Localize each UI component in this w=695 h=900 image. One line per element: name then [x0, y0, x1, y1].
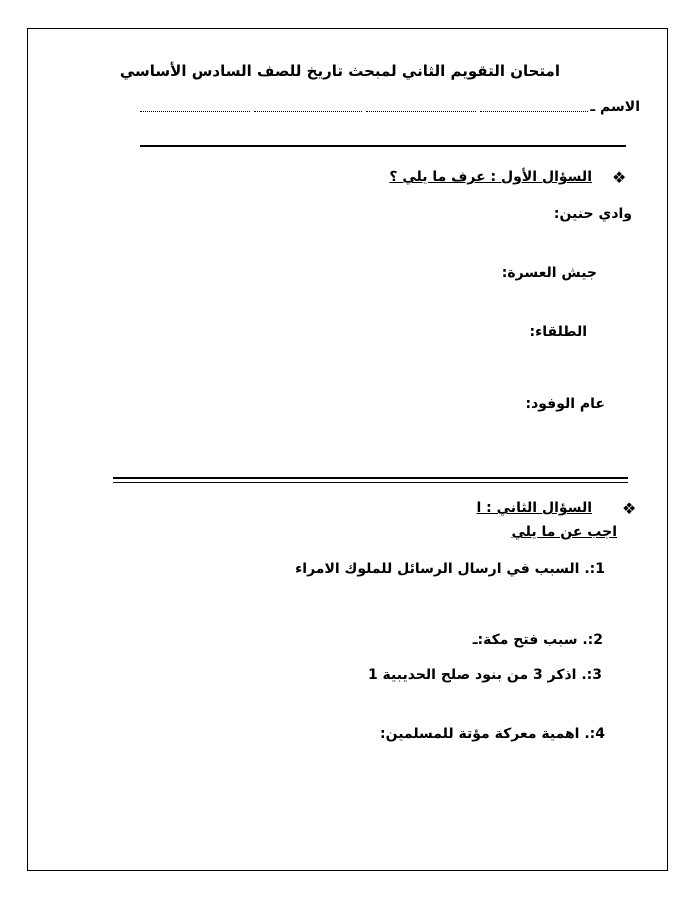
diamond-bullet-icon: ❖	[622, 499, 637, 518]
question2-heading	[477, 500, 593, 516]
section-divider	[113, 477, 628, 483]
name-blank-1[interactable]	[140, 111, 250, 112]
question2-item-1: 1:. السبب في ارسال الرسائل للملوك الامراء	[295, 561, 605, 577]
question1-heading	[389, 169, 592, 185]
page-border	[27, 28, 668, 871]
question2-subheading: اجب عن ما يلي	[511, 524, 617, 540]
name-label: الاسم ـ	[590, 99, 640, 115]
header-divider	[140, 145, 626, 147]
term-am-al-wufud: عام الوفود:	[525, 396, 605, 412]
name-blank-3[interactable]	[366, 111, 476, 112]
question1-heading-text: السؤال الأول : عرف ما يلي ؟	[389, 169, 592, 185]
question2-item-4: 4:. اهمية معركة مؤتة للمسلمين:	[380, 726, 605, 742]
exam-title: امتحان التقويم الثاني لمبحث تاريخ للصف السادس الأساسي	[119, 62, 560, 80]
name-blank-4[interactable]	[480, 111, 588, 112]
question2-item-2: 2:. سبب فتح مكة:ـ	[472, 632, 603, 648]
question2-heading-text: السؤال الثاني : ا	[476, 500, 592, 516]
diamond-bullet-icon: ❖	[612, 168, 627, 187]
term-tulaqa: الطلقاء:	[529, 324, 587, 340]
term-wadi-hunain: وادي حنين:	[553, 206, 632, 222]
name-blank-2[interactable]	[254, 111, 362, 112]
question2-item-3: 3:. اذكر 3 من بنود صلح الحديبية 1	[367, 667, 602, 683]
term-jaysh-al-usra: جيش العسرة:	[501, 265, 597, 281]
